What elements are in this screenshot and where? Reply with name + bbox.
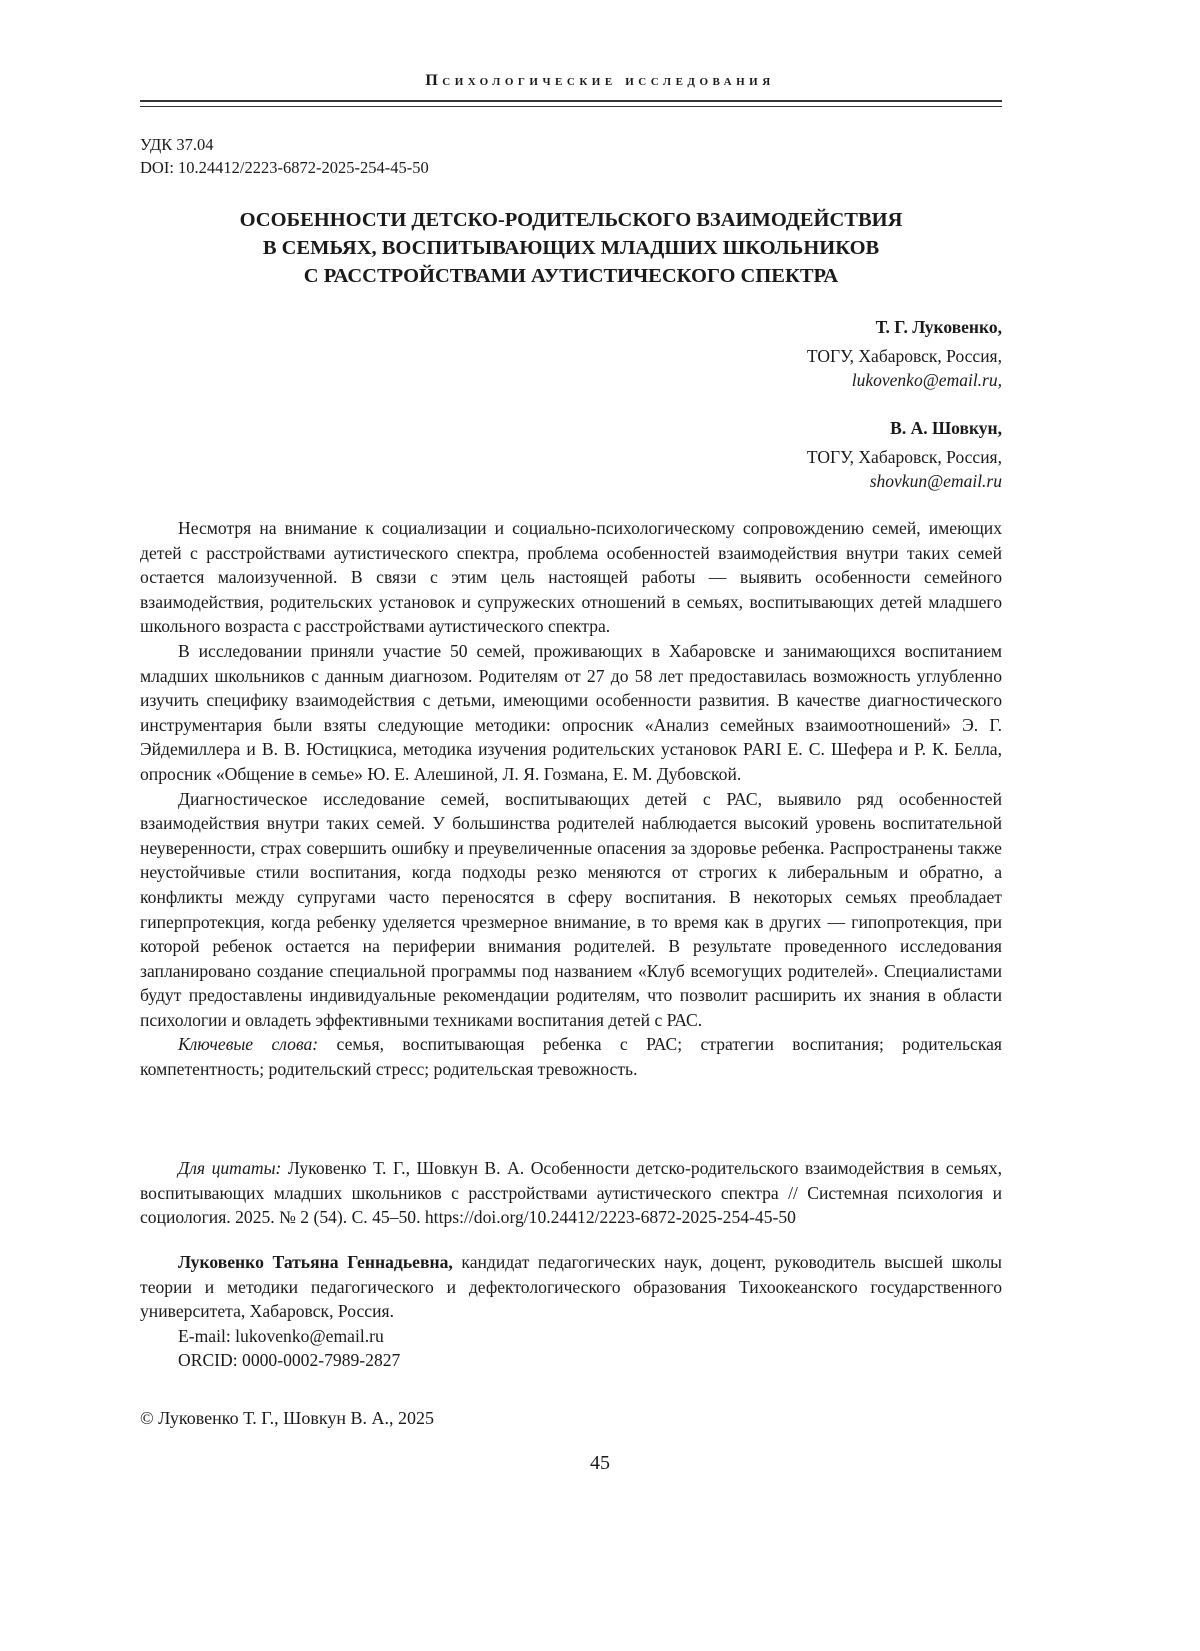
bio-orcid: ORCID: 0000-0002-7989-2827	[140, 1348, 1002, 1373]
abstract-paragraph: Диагностическое исследование семей, воспитывающих детей с РАС, выявило ряд особенностей взаимодействия внутри таких семей. У большинства родителей наблюдается высокий уровень воспитательной неуверенности, страх совершить ошибку и преувеличенные опасения за здоровье ребенка. Распространены также неустойчивые стили воспитания, когда подходы резко меняются от строгих к либеральным и обратно, а конфликты между супругами часто переносятся в сферу воспитания. В некоторых семьях преобладает гиперпротекция, когда ребенку уделяется чрезмерное внимание, в то время как в других — гипопротекция, при которой ребенок остается на периферии внимания родителей. В результате проведенного исследования запланировано создание специальной программы под названием «Клуб всемогущих родителей». Специалистами будут предоставлены индивидуальные рекомендации родителям, что позволит расширить их знания в области психологии и овладеть эффективными техниками воспитания детей с РАС.	[140, 787, 1002, 1033]
author-2	[140, 416, 1002, 493]
copyright: © Луковенко Т. Г., Шовкун В. А., 2025	[140, 1408, 1002, 1429]
citation-text: Луковенко Т. Г., Шовкун В. А. Особенности детско-родительского взаимодействия в семьях, воспитывающих младших школьников с расстройствами аутистического спектра // Системная психология и социология. 2025. № 2 (54). С. 45–50. https://doi.org/10.24412/2223-6872-2025-254-45-50	[140, 1158, 1002, 1227]
author-1	[140, 315, 1002, 392]
citation	[140, 1156, 1002, 1230]
page-number: 45	[0, 1452, 1200, 1475]
citation-label: Для цитаты:	[178, 1158, 281, 1178]
author-bio	[140, 1250, 1002, 1373]
title-line: В СЕМЬЯХ, ВОСПИТЫВАЮЩИХ МЛАДШИХ ШКОЛЬНИКОВ	[140, 234, 1002, 262]
abstract-paragraph: В исследовании приняли участие 50 семей, проживающих в Хабаровске и занимающихся воспитанием младших школьников с данным диагнозом. Родителям от 27 до 58 лет предоставилась возможность углубленно изучить специфику взаимодействия с детьми, имеющими особенности развития. В качестве диагностического инструментария были взяты следующие методики: опросник «Анализ семейных взаимоотношений» Э. Г. Эйдемиллера и В. В. Юстицкиса, методика изучения родительских установок PARI Е. С. Шефера и Р. К. Белла, опросник «Общение в семье» Ю. Е. Алешиной, Л. Я. Гозмана, Е. М. Дубовской.	[140, 639, 1002, 787]
keywords	[140, 1032, 1002, 1081]
keywords-label: Ключевые слова:	[178, 1034, 318, 1054]
bio-name: Луковенко Татьяна Геннадьевна,	[178, 1252, 453, 1272]
author-affiliation: ТОГУ, Хабаровск, Россия,	[140, 445, 1002, 469]
bio-text: кандидат педагогических наук, доцент, руководитель высшей школы теории и методики педагогического и дефектологического образования Тихоокеанского государственного университета, Хабаровск, Россия.	[140, 1252, 1002, 1321]
author-affiliation: ТОГУ, Хабаровск, Россия,	[140, 344, 1002, 368]
title-line: С РАССТРОЙСТВАМИ АУТИСТИЧЕСКОГО СПЕКТРА	[140, 262, 1002, 290]
title-line: ОСОБЕННОСТИ ДЕТСКО-РОДИТЕЛЬСКОГО ВЗАИМОДЕЙСТВИЯ	[140, 206, 1002, 234]
header-rule	[140, 100, 1002, 102]
author-email: shovkun@email.ru	[140, 469, 1002, 493]
udk: УДК 37.04	[140, 133, 1002, 156]
keywords-text: семья, воспитывающая ребенка с РАС; стратегии воспитания; родительская компетентность; родительский стресс; родительская тревожность.	[140, 1034, 1002, 1079]
bio-email: E-mail: lukovenko@email.ru	[140, 1324, 1002, 1349]
article-title	[140, 206, 1002, 290]
abstract-paragraph: Несмотря на внимание к социализации и социально-психологическому сопровождению семей, имеющих детей с расстройствами аутистического спектра, проблема особенностей взаимодействия внутри таких семей остается малоизученной. В связи с этим цель настоящей работы — выявить особенности семейного взаимодействия, родительских установок и супружеских отношений в семьях, воспитывающих детей младшего школьного возраста с расстройствами аутистического спектра.	[140, 516, 1002, 639]
article-meta	[140, 133, 1002, 179]
author-name: Т. Г. Луковенко,	[140, 315, 1002, 339]
abstract	[140, 516, 1002, 1082]
header-rule-thin	[140, 106, 1002, 107]
running-header: Психологические исследования	[0, 72, 1200, 90]
author-email: lukovenko@email.ru,	[140, 368, 1002, 392]
author-name: В. А. Шовкун,	[140, 416, 1002, 440]
doi: DOI: 10.24412/2223-6872-2025-254-45-50	[140, 156, 1002, 179]
